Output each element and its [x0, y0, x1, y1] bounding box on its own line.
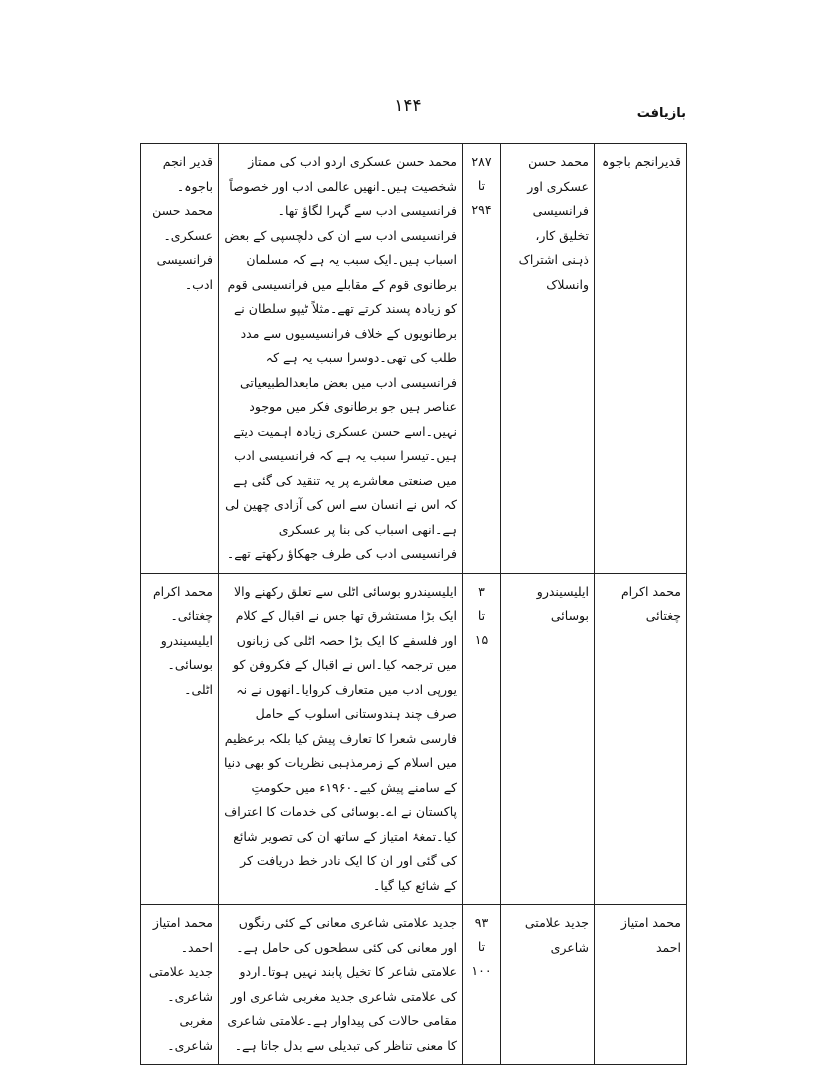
title-cell: ایلیسیندرو بوسائی — [501, 573, 595, 905]
keyword: اٹلی۔ — [184, 681, 213, 697]
keyword: محمد امتیاز احمد۔ — [152, 915, 213, 955]
keywords-cell — [141, 905, 219, 1065]
keyword: قدیر انجم باجوہ۔ — [162, 154, 213, 194]
summary-cell: جدید علامتی شاعری معانی کے کئی رنگوں اور معانی کی کئی سطحوں کی حامل ہے۔علامتی شاعر کا تخیل پابند نہیں ہوتا۔اردو کی علامتی شاعری جدید مغربی شاعری اور مقامی حالات کی پیداوار ہے۔علامتی شاعری کا معنی تناظر کی تبدیلی سے بدل جاتا ہے۔ — [219, 905, 463, 1065]
page-end: ۱۵ — [474, 631, 489, 647]
keyword: مغربی شاعری۔ — [167, 1013, 213, 1053]
page-range-word: تا — [477, 607, 486, 623]
article-index-table — [140, 143, 687, 1065]
keyword: جدید علامتی شاعری۔ — [148, 964, 213, 1004]
page-range-word: تا — [477, 178, 486, 193]
page-start: ۹۳ — [474, 915, 489, 930]
pages-cell — [463, 144, 501, 574]
title-cell: محمد حسن عسکری اور فرانسیسی تخلیق کار، ذہنی اشتراک وانسلاک — [501, 144, 595, 574]
keyword: محمد حسن عسکری۔ — [152, 203, 213, 243]
table-row — [141, 144, 687, 574]
page-number: ۱۴۴ — [394, 96, 422, 116]
keywords-cell — [141, 573, 219, 905]
keyword: ایلیسیندرو بوسائی۔ — [160, 632, 213, 672]
table-row — [141, 905, 687, 1065]
page-end: ۱۰۰ — [471, 963, 492, 978]
author-cell: محمد امتیاز احمد — [595, 905, 687, 1065]
pages-cell — [463, 573, 501, 905]
author-cell: قدیرانجم باجوہ — [595, 144, 687, 574]
title-cell: جدید علامتی شاعری — [501, 905, 595, 1065]
author-cell: محمد اکرام چغتائی — [595, 573, 687, 905]
page-end: ۲۹۴ — [471, 202, 492, 217]
journal-name: بازیافت — [636, 106, 686, 121]
keywords-cell — [141, 144, 219, 574]
keyword: فرانسیسی ادب۔ — [156, 252, 213, 292]
summary-cell: ایلیسیندرو بوسائی اٹلی سے تعلق رکھنے والا ایک بڑا مستشرق تھا جس نے اقبال کے کلام اور فلسفے کا ایک بڑا حصہ اٹلی کی زبانوں میں ترجمہ کیا۔اس نے اقبال کے فکروفن کو یورپی ادب میں متعارف کروایا۔انھوں نے نہ صرف چند ہندوستانی اسلوب کے حامل فارسی شعرا کا تعارف پیش کیا بلکہ برعظیم میں اسلام کے زمرمذہبی نظریات کو بھی دنیا کے سامنے پیش کیے۔۱۹۶۰ء میں حکومتِ پاکستان نے اے۔بوسائی کی خدمات کا اعتراف کیا۔تمغۂ امتیاز کے ساتھ ان کی تصویر شائع کی گئی اور ان کا ایک نادر خط دریافت کر کے شائع کیا گیا۔ — [219, 573, 463, 905]
summary-cell: محمد حسن عسکری اردو ادب کی ممتاز شخصیت ہیں۔انھیں عالمی ادب اور خصوصاً فرانسیسی ادب سے گہرا لگاؤ تھا۔فرانسیسی ادب سے ان کی دلچسپی کے بعض اسباب ہیں۔ایک سبب یہ ہے کہ مسلمان برطانوی قوم کے مقابلے میں فرانسیسی قوم کو زیادہ پسند کرتے تھے۔مثلاً ٹیپو سلطان نے برطانویوں کے خلاف فرانسیسیوں سے مدد طلب کی تھی۔دوسرا سبب یہ ہے کہ فرانسیسی ادب میں بعض مابعدالطبیعیاتی عناصر ہیں جو برطانوی فکر میں موجود نہیں۔اسے حسن عسکری زیادہ اہمیت دیتے ہیں۔تیسرا سبب یہ ہے کہ فرانسیسی ادب میں صنعتی معاشرے پر یہ تنقید کی گئی ہے کہ اس نے انسان سے اس کی آزادی چھین لی ہے۔انھی اسباب کی بنا پر عسکری فرانسیسی ادب کی طرف جھکاؤ رکھتے تھے۔ — [219, 144, 463, 574]
table-row — [141, 573, 687, 905]
page-start: ۳ — [478, 583, 485, 599]
keyword: محمد اکرام چغتائی۔ — [152, 583, 213, 623]
pages-cell — [463, 905, 501, 1065]
page-range-word: تا — [477, 939, 486, 954]
page-start: ۲۸۷ — [471, 154, 492, 169]
